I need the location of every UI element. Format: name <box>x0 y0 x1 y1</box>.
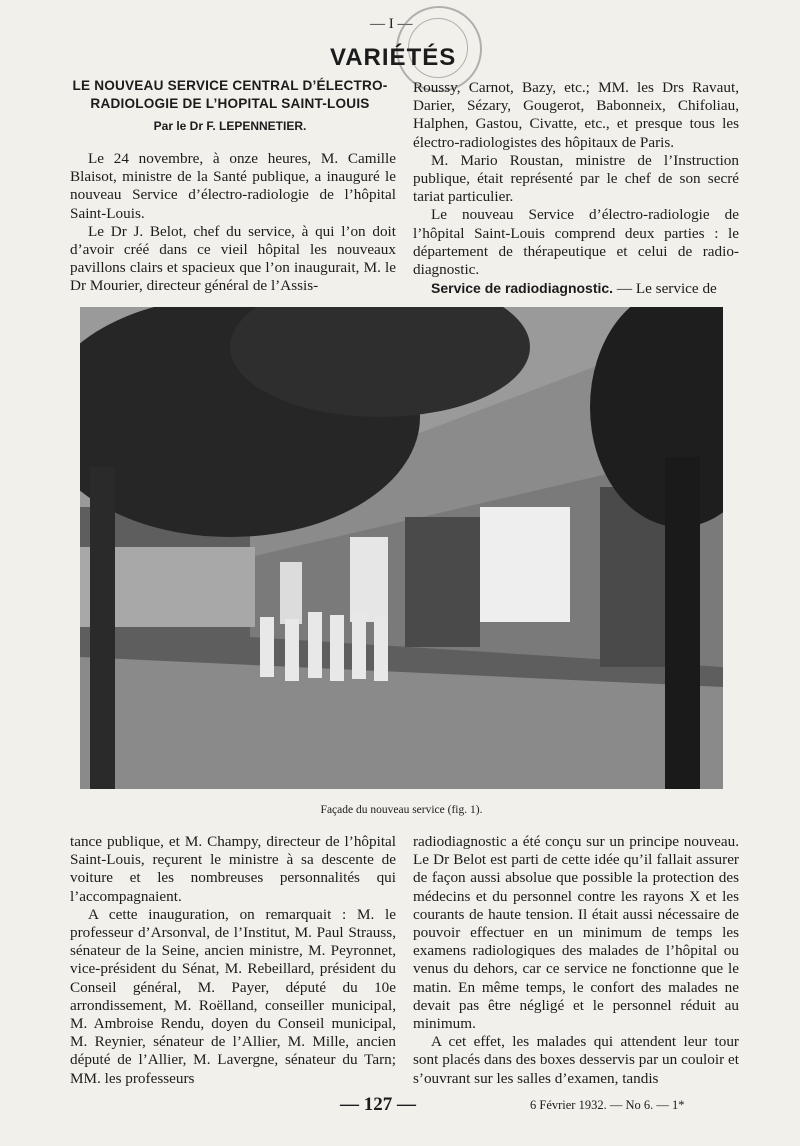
issue-date: 6 Février 1932. — No 6. — 1* <box>530 1098 685 1112</box>
figure-caption: Façade du nouveau service (fig. 1). <box>320 804 483 816</box>
paragraph: Le nouveau Service d’électro-radiologie de l’hôpital Saint-Louis comprend deux parties : le département de thérapeutique et celui de radio-diagnostic. <box>413 206 739 279</box>
column-1 <box>70 150 396 296</box>
paragraph: A cet effet, les malades qui attendent leur tour sont placés dans des boxes desservis par un couloir et s’ouvrant sur les salles d’examen, tandis <box>413 1033 739 1087</box>
paragraph: tance publique, et M. Champy, directeur de l’hôpital Saint-Louis, reçurent le ministre à sa descente de voiture et les nombreuses personnalités qui l’accompagnaient. <box>70 833 396 905</box>
paragraph: A cette inauguration, on remarquait : M. le professeur d’Arsonval, de l’Institut, M. Paul Strauss, sénateur de la Seine, ancien ministre, M. Peyronnet, vice-président du Sénat, M. Rebeillard, président du Conseil général, M. Payer, député du 10e arrondissement, M. Roëlland, conseiller municipal, M. Ambroise Rendu, doyen du Conseil municipal, M. Reynier, sénateur de l’Allier, M. Mille, ancien député de l’Allier, M. Lavergne, sénateur du Tarn; MM. les professeurs <box>70 905 396 1087</box>
article-byline: Par le Dr F. LEPENNETIER. <box>153 119 307 133</box>
paragraph: M. Mario Roustan, ministre de l’Instruction publique, était représenté par le chef de son secré tariat particulier. <box>413 151 739 206</box>
facade-photograph <box>80 307 723 789</box>
page-marker: — I — <box>370 16 413 32</box>
column-3 <box>70 833 396 1088</box>
paragraph: Roussy, Carnot, Bazy, etc.; MM. les Drs Ravaut, Darier, Sézary, Gougerot, Babonneix, Chifoliau, Halphen, Gastou, Civatte, etc., et presque tous les électro-radiologistes des hôpitaux de Paris. <box>413 79 739 151</box>
page-number: — 127 — <box>340 1094 416 1115</box>
article-title: LE NOUVEAU SERVICE CENTRAL D’ÉLECTRO-RADIOLOGIE DE L’HOPITAL SAINT-LOUIS <box>72 78 388 111</box>
column-2 <box>413 79 739 298</box>
paragraph: Le 24 novembre, à onze heures, M. Camille Blaisot, ministre de la Santé publique, a inauguré le nouveau Service d’électro-radiologie de l’hôpital Saint-Louis. <box>70 150 396 222</box>
section-rubric: VARIÉTÉS <box>330 44 457 71</box>
paragraph-subhead <box>413 279 739 298</box>
facade-photo-image <box>80 307 723 789</box>
paragraph: Le Dr J. Belot, chef du service, à qui l’on doit d’avoir créé dans ce vieil hôpital les nouveaux pavillons clairs et spacieux que l’on inaugurait, M. le Dr Mourier, directeur général de l’Assis- <box>70 222 396 295</box>
paragraph: radiodiagnostic a été conçu sur un principe nouveau. Le Dr Belot est parti de cette idée qu’il fallait assurer de façon aussi absolue que possible la protection des médecins et du personnel contre les rayons X et les courants de haute tension. Il était aussi nécessaire de pouvoir effectuer en un minimum de temps les examens radiologiques des malades de l’hôpital ou venus du dehors, car ce service ne fonctionne que le matin. En même temps, le confort des malades ne devait pas être négligé et le personnel réduit au minimum. <box>413 833 739 1033</box>
paragraph-tail: — Le service de <box>613 280 717 298</box>
column-4 <box>413 833 739 1088</box>
subhead: Service de radiodiagnostic. <box>431 280 614 297</box>
